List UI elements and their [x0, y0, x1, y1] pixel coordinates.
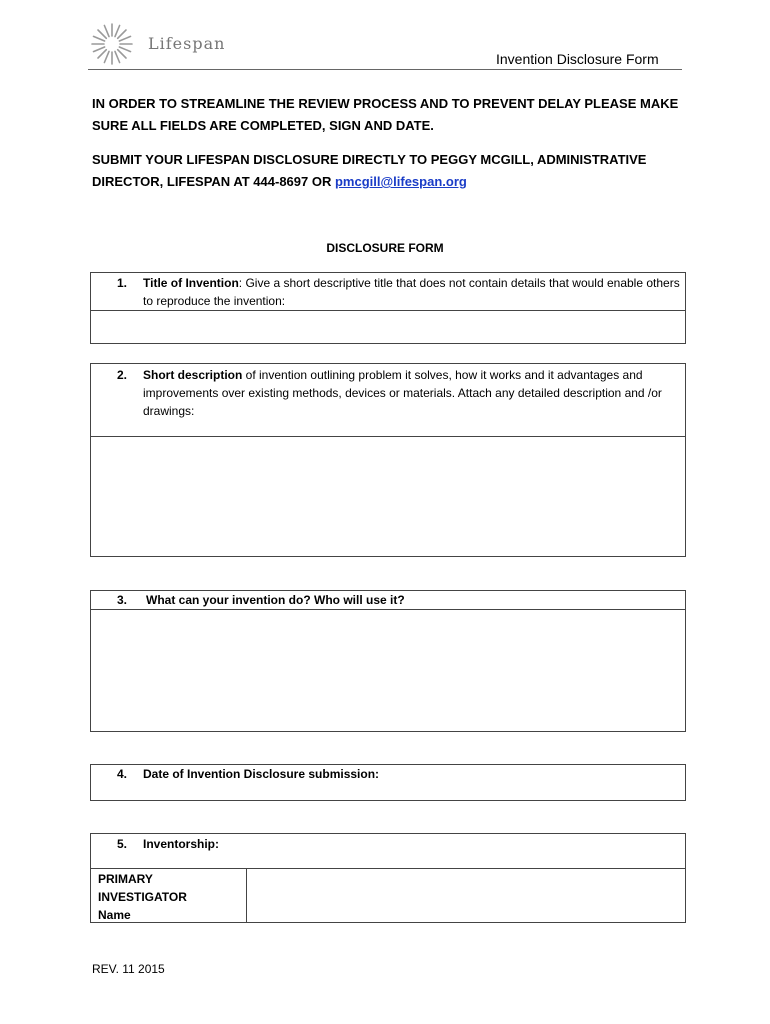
question-2-text	[143, 366, 683, 420]
question-1-text	[143, 274, 683, 310]
question-2-answer-field[interactable]	[91, 437, 685, 556]
question-1-title: Title of Invention	[143, 276, 239, 290]
instruction-line-1: IN ORDER TO STREAMLINE THE REVIEW PROCESS AND TO PREVENT DELAY PLEASE MAKE SURE ALL FIELDS ARE COMPLETED, SIGN AND DATE.	[92, 96, 679, 133]
question-3-number: 3.	[117, 593, 128, 607]
question-1-description: : Give a short descriptive title that does not contain details that would enable others to reproduce the invention:	[143, 276, 680, 308]
header-divider	[88, 69, 682, 70]
primary-investigator-name-field[interactable]	[247, 869, 685, 922]
instruction-line-2	[92, 149, 692, 193]
inventorship-table	[90, 868, 686, 923]
question-1-box	[90, 272, 686, 344]
question-2-description: of invention outlining problem it solves, how it works and it advantages and improvements over existing methods, devices or materials. Attach any detailed description and /or drawings:	[143, 368, 662, 418]
question-4-title: Date of Invention Disclosure submission:	[143, 767, 380, 781]
question-3-title: What can your invention do? Who will use it?	[146, 593, 405, 607]
email-link[interactable]: pmcgill@lifespan.org	[334, 174, 467, 189]
question-5-title: Inventorship:	[143, 837, 220, 851]
label-name: Name	[98, 908, 131, 922]
label-primary: PRIMARY	[98, 872, 153, 886]
section-heading: DISCLOSURE FORM	[326, 241, 444, 255]
form-title: Invention Disclosure Form	[496, 51, 659, 67]
revision-label: REV. 11 2015	[92, 962, 165, 976]
logo-text: Lifespan	[148, 34, 226, 53]
question-3-answer-field[interactable]	[91, 610, 685, 731]
question-5-number: 5.	[117, 837, 128, 851]
question-2-number: 2.	[117, 368, 128, 382]
instruction-submit-text: SUBMIT YOUR LIFESPAN DISCLOSURE DIRECTLY TO PEGGY MCGILL, ADMINISTRATIVE DIRECTOR, LIFESPAN AT 444-8697 OR	[92, 152, 647, 189]
inventorship-row-label	[98, 870, 243, 924]
question-4-box[interactable]	[90, 764, 686, 801]
question-3-box	[90, 590, 686, 732]
question-1-number: 1.	[117, 276, 128, 290]
question-4-number: 4.	[117, 767, 128, 781]
question-1-answer-field[interactable]	[91, 311, 685, 343]
label-investigator: INVESTIGATOR	[98, 890, 187, 904]
question-5-box	[90, 833, 686, 869]
question-2-title: Short description	[143, 368, 243, 382]
question-2-box	[90, 363, 686, 557]
